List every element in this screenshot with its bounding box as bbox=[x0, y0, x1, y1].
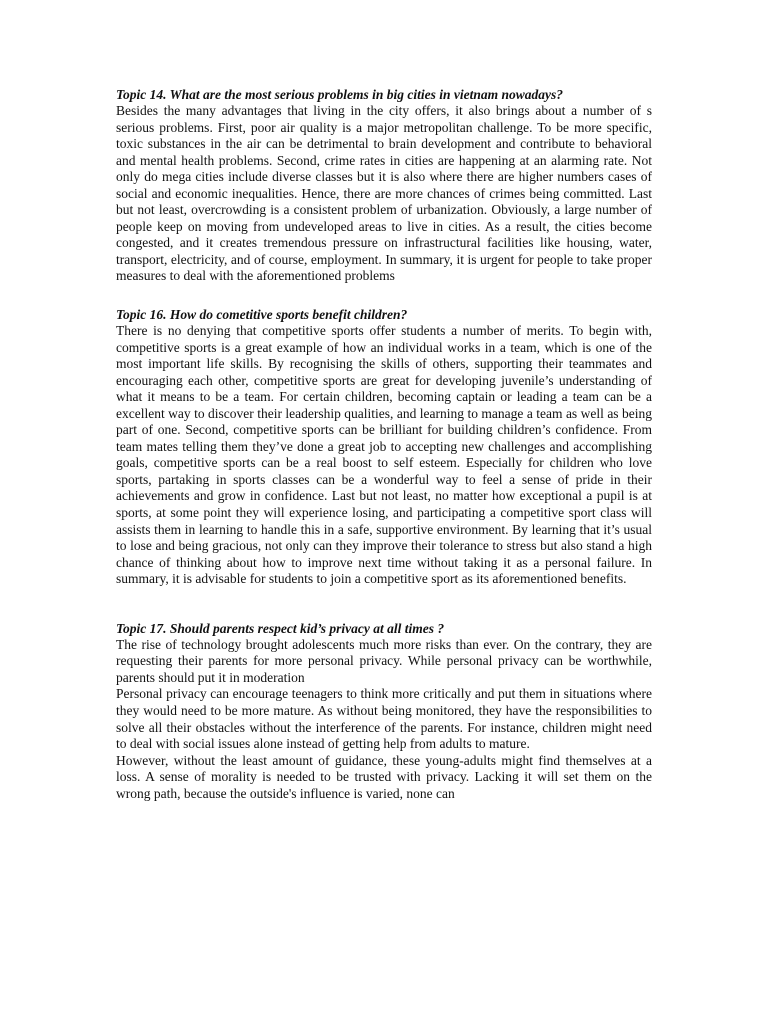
topic-14-section bbox=[116, 87, 652, 285]
topic-17-title: Topic 17. Should parents respect kid’s privacy at all times ? bbox=[116, 620, 445, 636]
topic-17-paragraph-3: However, without the least amount of guidance, these young-adults might find themselves at a loss. A sense of morality is needed to be trusted with privacy. Lacking it will set them on the wrong path, because the outside's influence is varied, none can bbox=[116, 752, 652, 801]
topic-14-paragraph: Besides the many advantages that living in the city offers, it also brings about a number of s serious problems. First, poor air quality is a major metropolitan challenge. To be more specific, toxic substances in the air can be detrimental to brain development and contribute to behavioral and mental health problems. Second, crime rates in cities are happening at an alarming rate. Not only do mega cities include diverse classes but it is also where there are higher numbers cases of social and economic inequalities. Hence, there are more chances of crimes being committed. Last but not least, overcrowding is a consistent problem of urbanization. Obviously, a large number of people keep on moving from undeveloped areas to live in cities. As a result, the cities become congested, and it creates tremendous pressure on infrastructural facilities like housing, water, transport, electricity, and of course, employment. In summary, it is urgent for people to take proper measures to deal with the aforementioned problems bbox=[116, 103, 652, 284]
topic-16-paragraph: There is no denying that competitive sports offer students a number of merits. To begin with, competitive sports is a great example of how an individual works in a team, which is one of the most important life skills. By recognising the skills of others, supporting their teammates and encouraging each other, competitive sports are great for developing juvenile’s understanding of what it means to be a team. For certain children, becoming captain or leading a team can be a excellent way to discover their leadership qualities, and learning to manage a team as well as being part of one. Second, competitive sports can be brilliant for building children’s confidence. From team mates telling them they’ve done a great job to accepting new challenges and accomplishing goals, competitive sports can be a real boost to self esteem. Especially for children who love sports, partaking in sports classes can be a wonderful way to feel a sense of pride in their achievements and grow in confidence. Last but not least, no matter how exceptional a pupil is at sports, at some point they will experience losing, and participating a competitive sport class will assists them in learning to handle this in a safe, supportive environment. By learning that it’s usual to lose and being gracious, not only can they improve their tolerance to stress but also stand a high chance of thinking about how to improve next time without taking it as a personal failure. In summary, it is advisable for students to join a competitive sport as its aforementioned benefits. bbox=[116, 323, 652, 587]
topic-16-section bbox=[116, 307, 652, 588]
topic-17-paragraph-1: The rise of technology brought adolescents much more risks than ever. On the contrary, they are requesting their parents for more personal privacy. While personal privacy can be worthwhile, parents should put it in moderation bbox=[116, 636, 652, 685]
section-spacer bbox=[116, 588, 652, 621]
topic-17-paragraph-2: Personal privacy can encourage teenagers to think more critically and put them in situations where they would need to be more mature. As without being monitored, they have the responsibilities to solve all their obstacles without the interference of the parents. For instance, children might need to deal with social issues alone instead of getting help from adults to mature. bbox=[116, 686, 652, 752]
topic-14-title: Topic 14. What are the most serious problems in big cities in vietnam nowadays? bbox=[116, 87, 564, 102]
section-spacer bbox=[116, 285, 652, 307]
topic-16-title: Topic 16. How do cometitive sports benefit children? bbox=[116, 307, 408, 323]
topic-17-section bbox=[116, 621, 652, 802]
